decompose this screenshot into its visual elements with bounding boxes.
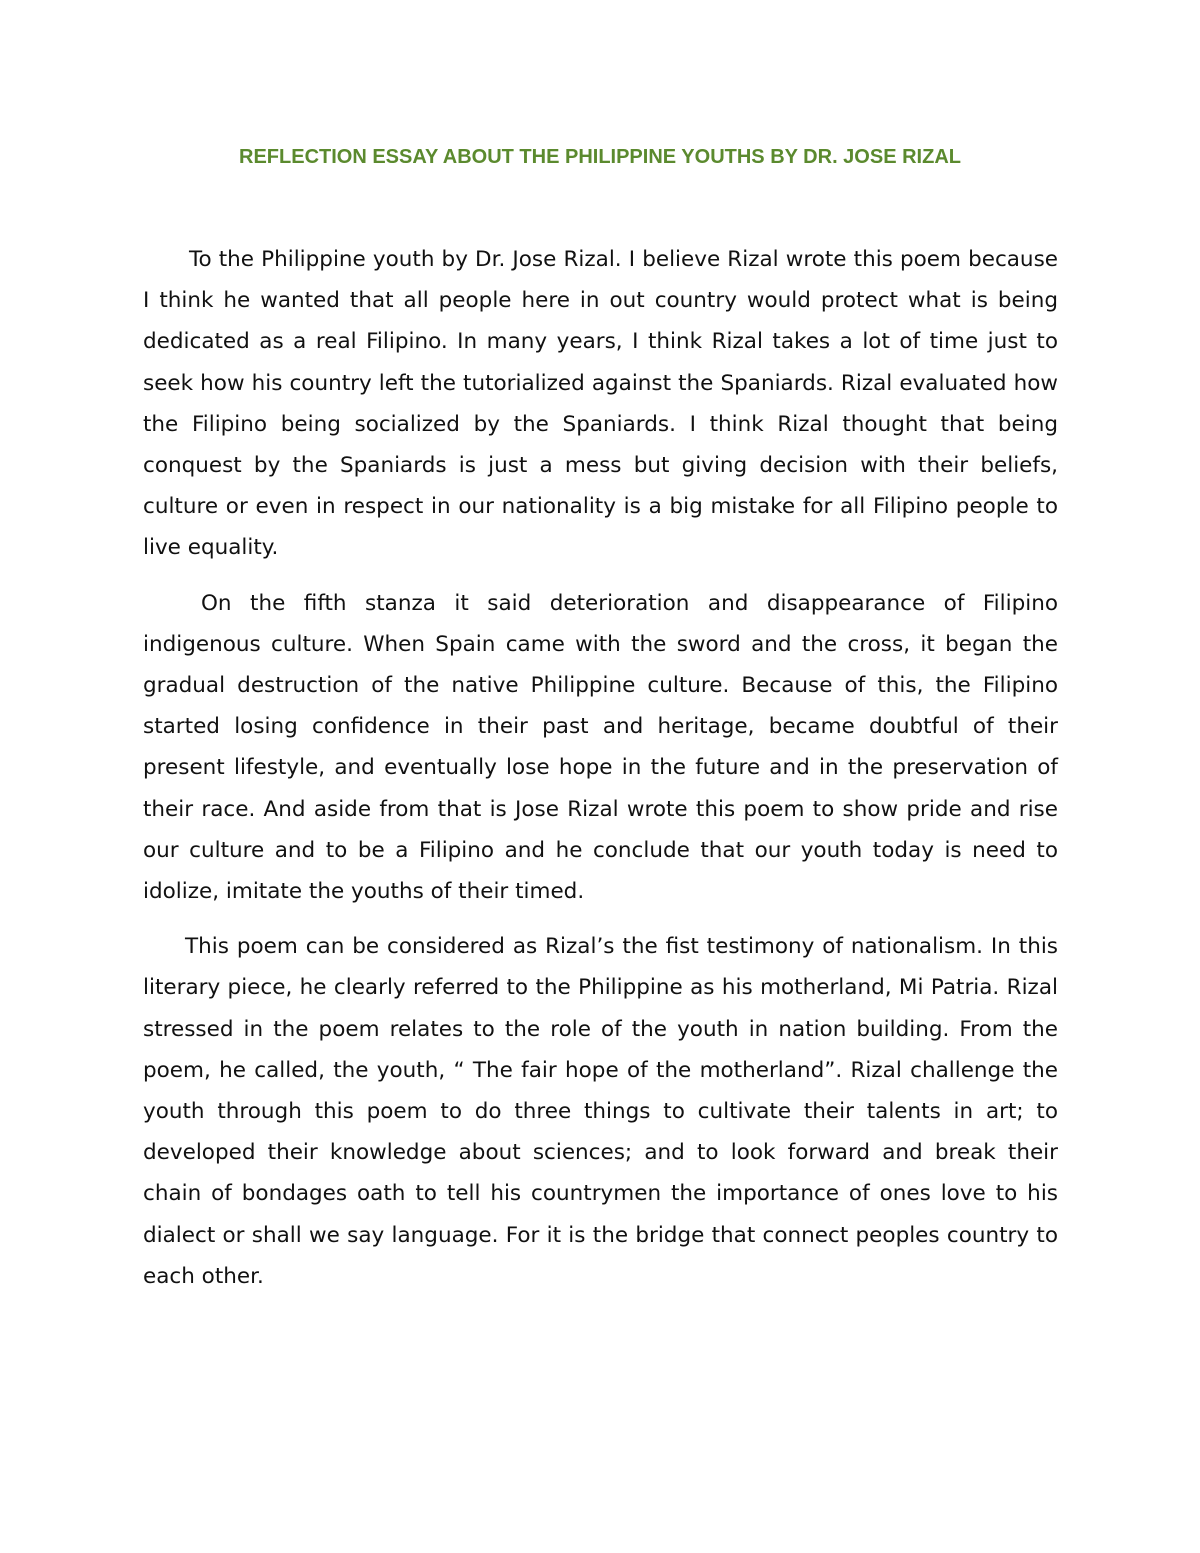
paragraph-3: This poem can be considered as Rizal’s the fist testimony of nationalism. In this literary piece, he clearly referred to the Philippine as his motherland, Mi Patria. Rizal stressed in the poem relates to the role of the youth in nation building. From the poem, he called, the youth, “ The fair hope of the motherland”. Rizal challenge the youth through this poem to do three things to cultivate their talents in art; to developed their knowledge about sciences; and to look forward and break their chain of bondages oath to tell his countrymen the importance of ones love to his dialect or shall we say language. For it is the bridge that connect peoples country to each other.: [143, 934, 1058, 1289]
essay-body: [143, 239, 1058, 1311]
paragraph-2: On the fifth stanza it said deterioration and disappearance of Filipino indigenous culture. When Spain came with the sword and the cross, it began the gradual destruction of the native Philippine culture. Because of this, the Filipino started losing confidence in their past and heritage, became doubtful of their present lifestyle, and eventually lose hope in the future and in the preservation of their race. And aside from that is Jose Rizal wrote this poem to show pride and rise our culture and to be a Filipino and he conclude that our youth today is need to idolize, imitate the youths of their timed.: [143, 590, 1058, 905]
paragraph-1: To the Philippine youth by Dr. Jose Rizal. I believe Rizal wrote this poem because I think he wanted that all people here in out country would protect what is being dedicated as a real Filipino. In many years, I think Rizal takes a lot of time just to seek how his country left the tutorialized against the Spaniards. Rizal evaluated how the Filipino being socialized by the Spaniards. I think Rizal thought that being conquest by the Spaniards is just a mess but giving decision with their beliefs, culture or even in respect in our nationality is a big mistake for all Filipino people to live equality.: [143, 247, 1058, 561]
document-title: REFLECTION ESSAY ABOUT THE PHILIPPINE YOUTHS BY DR. JOSE RIZAL: [239, 146, 961, 168]
